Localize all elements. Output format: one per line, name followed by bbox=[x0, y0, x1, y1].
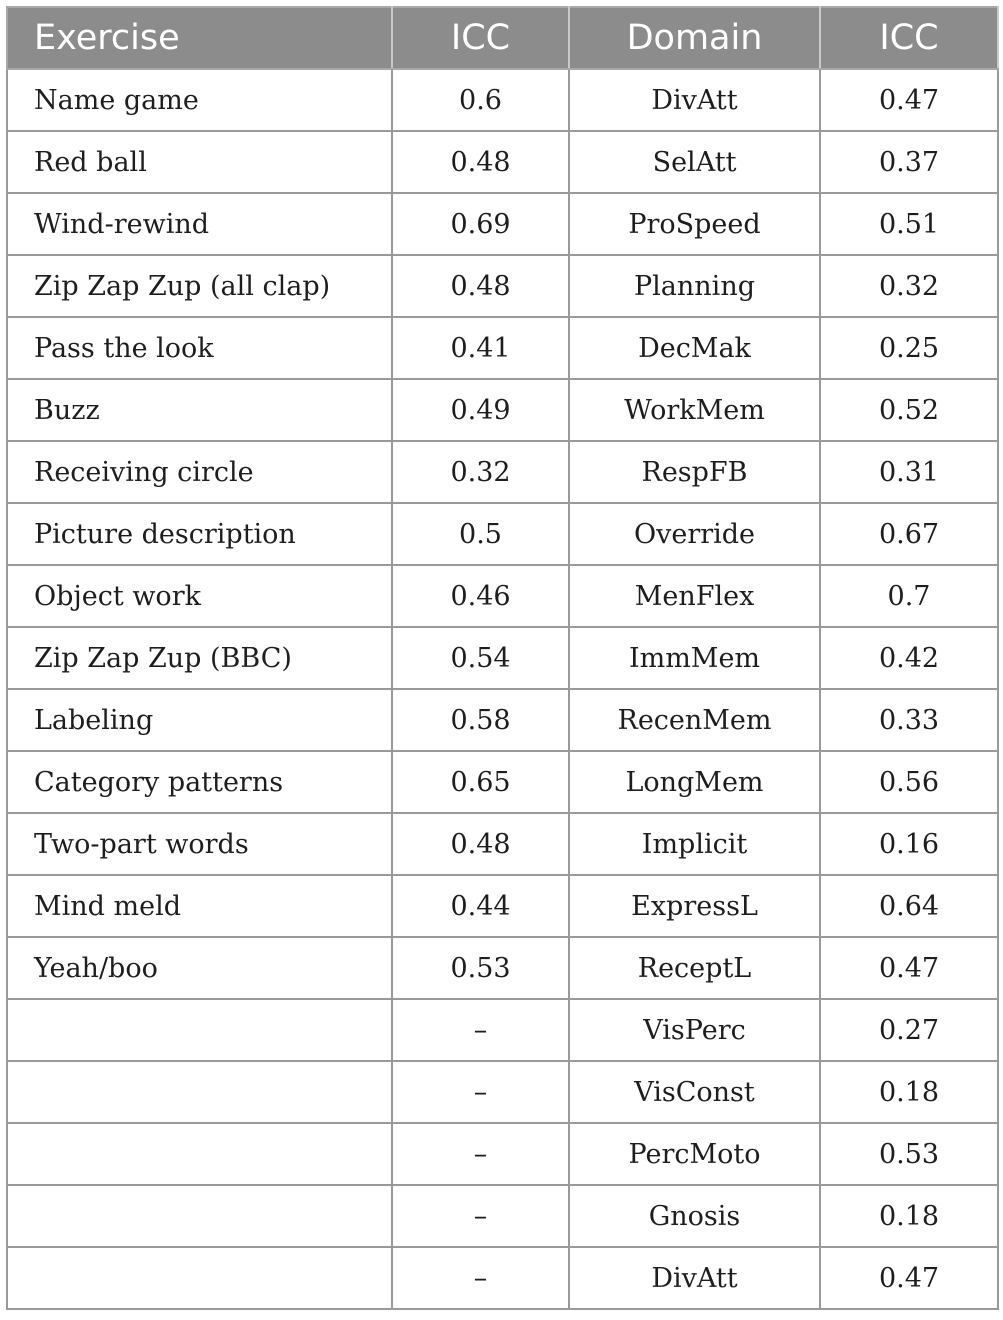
table-row bbox=[7, 565, 998, 627]
table-row bbox=[7, 379, 998, 441]
table-row bbox=[7, 193, 998, 255]
exercise-cell: Two-part words bbox=[7, 813, 392, 875]
domain-icc-cell: 0.18 bbox=[820, 1185, 998, 1247]
header-exercise: Exercise bbox=[7, 7, 392, 69]
exercise-cell: Pass the look bbox=[7, 317, 392, 379]
table-row bbox=[7, 1061, 998, 1123]
exercise-icc-cell: – bbox=[392, 1123, 569, 1185]
table-row bbox=[7, 751, 998, 813]
exercise-cell bbox=[7, 999, 392, 1061]
domain-cell: VisConst bbox=[569, 1061, 820, 1123]
icc-table-container bbox=[6, 6, 997, 1310]
header-domain-icc: ICC bbox=[820, 7, 998, 69]
exercise-icc-cell: 0.48 bbox=[392, 255, 569, 317]
header-row bbox=[7, 7, 998, 69]
exercise-cell bbox=[7, 1123, 392, 1185]
exercise-cell: Wind-rewind bbox=[7, 193, 392, 255]
exercise-icc-cell: 0.48 bbox=[392, 813, 569, 875]
exercise-icc-cell: 0.32 bbox=[392, 441, 569, 503]
domain-icc-cell: 0.18 bbox=[820, 1061, 998, 1123]
exercise-icc-cell: – bbox=[392, 1061, 569, 1123]
domain-cell: ImmMem bbox=[569, 627, 820, 689]
domain-cell: ProSpeed bbox=[569, 193, 820, 255]
table-row bbox=[7, 627, 998, 689]
domain-cell: Override bbox=[569, 503, 820, 565]
table-row bbox=[7, 689, 998, 751]
domain-cell: DivAtt bbox=[569, 1247, 820, 1309]
domain-icc-cell: 0.47 bbox=[820, 937, 998, 999]
exercise-icc-cell: – bbox=[392, 1185, 569, 1247]
exercise-cell bbox=[7, 1247, 392, 1309]
domain-icc-cell: 0.31 bbox=[820, 441, 998, 503]
table-row bbox=[7, 1185, 998, 1247]
domain-icc-cell: 0.27 bbox=[820, 999, 998, 1061]
exercise-icc-cell: 0.69 bbox=[392, 193, 569, 255]
domain-cell: RecenMem bbox=[569, 689, 820, 751]
domain-cell: DecMak bbox=[569, 317, 820, 379]
table-row bbox=[7, 503, 998, 565]
exercise-cell bbox=[7, 1061, 392, 1123]
domain-icc-cell: 0.42 bbox=[820, 627, 998, 689]
domain-cell: SelAtt bbox=[569, 131, 820, 193]
domain-cell: MenFlex bbox=[569, 565, 820, 627]
exercise-cell: Red ball bbox=[7, 131, 392, 193]
header-exercise-icc: ICC bbox=[392, 7, 569, 69]
exercise-cell: Labeling bbox=[7, 689, 392, 751]
exercise-cell: Object work bbox=[7, 565, 392, 627]
exercise-icc-cell: 0.44 bbox=[392, 875, 569, 937]
table-row bbox=[7, 813, 998, 875]
domain-cell: Implicit bbox=[569, 813, 820, 875]
table-row bbox=[7, 69, 998, 131]
table-row bbox=[7, 441, 998, 503]
domain-icc-cell: 0.56 bbox=[820, 751, 998, 813]
exercise-icc-cell: 0.5 bbox=[392, 503, 569, 565]
domain-icc-cell: 0.64 bbox=[820, 875, 998, 937]
exercise-icc-cell: 0.46 bbox=[392, 565, 569, 627]
table-header bbox=[7, 7, 998, 69]
exercise-cell: Name game bbox=[7, 69, 392, 131]
exercise-icc-cell: 0.6 bbox=[392, 69, 569, 131]
domain-icc-cell: 0.25 bbox=[820, 317, 998, 379]
domain-icc-cell: 0.33 bbox=[820, 689, 998, 751]
domain-cell: DivAtt bbox=[569, 69, 820, 131]
exercise-cell: Zip Zap Zup (all clap) bbox=[7, 255, 392, 317]
exercise-icc-cell: 0.41 bbox=[392, 317, 569, 379]
domain-cell: ExpressL bbox=[569, 875, 820, 937]
domain-icc-cell: 0.47 bbox=[820, 1247, 998, 1309]
table-body bbox=[7, 69, 998, 1309]
exercise-icc-cell: 0.48 bbox=[392, 131, 569, 193]
domain-icc-cell: 0.16 bbox=[820, 813, 998, 875]
domain-icc-cell: 0.53 bbox=[820, 1123, 998, 1185]
domain-cell: Planning bbox=[569, 255, 820, 317]
exercise-icc-cell: – bbox=[392, 999, 569, 1061]
exercise-cell: Category patterns bbox=[7, 751, 392, 813]
domain-icc-cell: 0.7 bbox=[820, 565, 998, 627]
table-row bbox=[7, 255, 998, 317]
exercise-icc-cell: 0.54 bbox=[392, 627, 569, 689]
domain-icc-cell: 0.47 bbox=[820, 69, 998, 131]
table-row bbox=[7, 937, 998, 999]
exercise-cell: Receiving circle bbox=[7, 441, 392, 503]
domain-icc-cell: 0.37 bbox=[820, 131, 998, 193]
exercise-icc-cell: 0.53 bbox=[392, 937, 569, 999]
table-row bbox=[7, 1123, 998, 1185]
table-row bbox=[7, 317, 998, 379]
domain-icc-cell: 0.67 bbox=[820, 503, 998, 565]
exercise-icc-cell: – bbox=[392, 1247, 569, 1309]
domain-icc-cell: 0.51 bbox=[820, 193, 998, 255]
exercise-cell: Yeah/boo bbox=[7, 937, 392, 999]
header-domain: Domain bbox=[569, 7, 820, 69]
domain-cell: Gnosis bbox=[569, 1185, 820, 1247]
domain-cell: ReceptL bbox=[569, 937, 820, 999]
exercise-cell: Picture description bbox=[7, 503, 392, 565]
domain-cell: PercMoto bbox=[569, 1123, 820, 1185]
table-row bbox=[7, 875, 998, 937]
table-row bbox=[7, 1247, 998, 1309]
exercise-icc-cell: 0.58 bbox=[392, 689, 569, 751]
exercise-cell bbox=[7, 1185, 392, 1247]
domain-cell: WorkMem bbox=[569, 379, 820, 441]
table-row bbox=[7, 999, 998, 1061]
domain-cell: RespFB bbox=[569, 441, 820, 503]
icc-table bbox=[6, 6, 999, 1310]
domain-cell: VisPerc bbox=[569, 999, 820, 1061]
exercise-icc-cell: 0.49 bbox=[392, 379, 569, 441]
domain-cell: LongMem bbox=[569, 751, 820, 813]
exercise-icc-cell: 0.65 bbox=[392, 751, 569, 813]
exercise-cell: Zip Zap Zup (BBC) bbox=[7, 627, 392, 689]
domain-icc-cell: 0.32 bbox=[820, 255, 998, 317]
domain-icc-cell: 0.52 bbox=[820, 379, 998, 441]
table-row bbox=[7, 131, 998, 193]
exercise-cell: Buzz bbox=[7, 379, 392, 441]
exercise-cell: Mind meld bbox=[7, 875, 392, 937]
